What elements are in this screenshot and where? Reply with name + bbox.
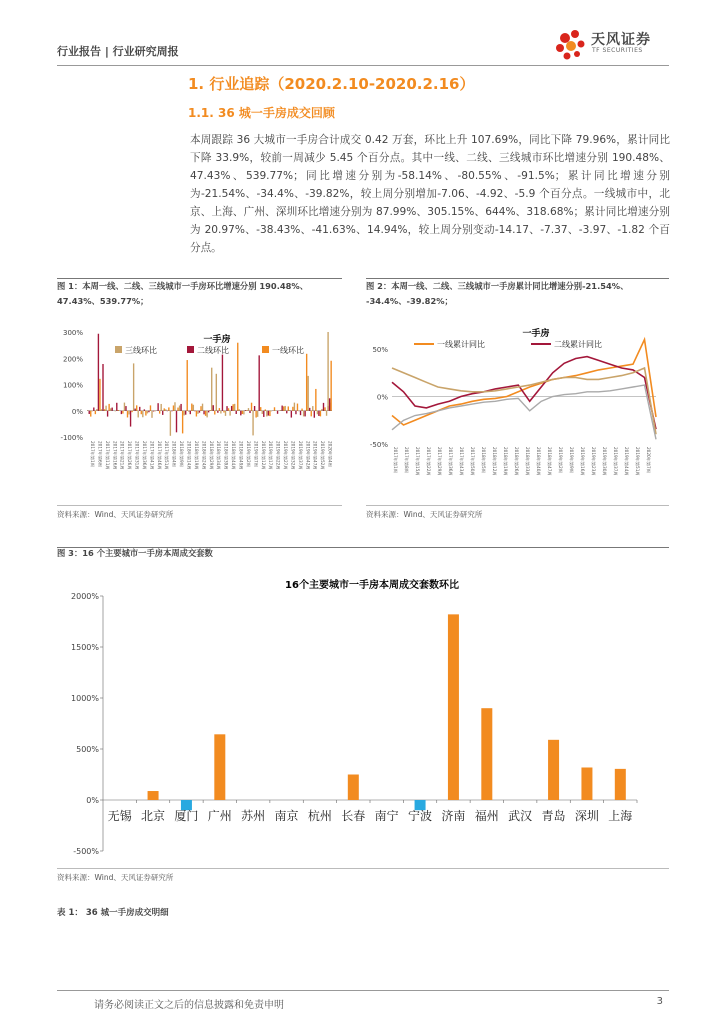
category-label: 青岛 [541, 809, 566, 823]
category-label: 福州 [474, 809, 499, 823]
weekly-bar [216, 374, 217, 411]
x-tick-label: 2019年第2周 [558, 447, 563, 473]
x-tick-label: 2019年第2周 [245, 441, 251, 467]
summary-paragraph: 本周跟踪 36 大城市一手房合计成交 0.42 万套，环比上升 107.69%，同比下降 79.96%，累计同比下降 33.9%，较前一周减少 5.45 个百分点。其中一线、二线、三线城市环比增速分别 190.48%、47.43%、539.77%；同比增速分别为-58.14%、-80.55%、-91.5%；累计同比增速分别为-21.54%、-34.4%、-39.82%，较上周分别增加-7.06、-4.92、-5.9 个百分点。一线城市中，北京、上海、广州、深圳环比增速分别为 87.99%、305.15%、644%、318.68%；累计同比增速分别为 20.97%、-38.43%、-41.63%、14.94%，较上周分别变动-14.17、-7.37、-3.97、-1.82 个百分点。 [190, 134, 670, 254]
x-tick-label: 2017年第15周 [415, 447, 420, 476]
weekly-bar [151, 411, 152, 418]
weekly-bar [197, 411, 198, 414]
x-tick-label: 2019年第16周 [580, 447, 585, 476]
weekly-bar [148, 411, 149, 412]
category-label: 深圳 [574, 809, 599, 823]
weekly-bar [285, 406, 286, 411]
x-tick-label: 2017年第1周 [393, 447, 398, 473]
weekly-bar [231, 406, 232, 411]
weekly-bar [110, 408, 111, 410]
weekly-bar [263, 411, 264, 417]
city-bar [348, 775, 359, 801]
x-tick-label: 2017年第1周 [90, 441, 95, 467]
x-tick-label: 2018年第26周 [514, 447, 519, 476]
city-bar [448, 614, 459, 800]
series-line [392, 368, 656, 434]
x-tick-label: 2019年第37周 [613, 447, 618, 476]
weekly-bar [315, 389, 316, 411]
x-tick-label: 2017年第51周 [164, 441, 170, 470]
weekly-bar [99, 379, 100, 411]
figure2-title [366, 279, 671, 309]
weekly-bar [183, 411, 184, 416]
weekly-bar [321, 409, 322, 411]
figure2-bottom-rule [366, 505, 669, 506]
category-label: 南宁 [374, 809, 399, 823]
weekly-bar [193, 405, 194, 411]
x-tick-label: 2019年第37周 [297, 441, 303, 470]
weekly-bar [260, 407, 261, 411]
weekly-bar [116, 403, 117, 411]
logo-text-cn: 天风证券 [591, 32, 651, 48]
final-week-bar [327, 332, 328, 411]
y-tick-label: 100% [62, 381, 83, 390]
x-tick-label: 2017年第50周 [470, 447, 475, 476]
weekly-bar [130, 411, 131, 427]
weekly-bar [187, 360, 188, 411]
weekly-bar [309, 408, 310, 411]
x-tick-label: 2019年第17周 [268, 441, 274, 470]
weekly-bar [93, 407, 94, 410]
weekly-bar [179, 406, 180, 411]
weekly-bar [234, 404, 235, 411]
logo-text-en: TF SECURITIES [592, 47, 643, 54]
city-bar [615, 769, 626, 800]
category-label: 北京 [141, 809, 166, 823]
subsection-heading: 1.1. 36 城一手房成交回顾 [188, 106, 335, 120]
weekly-bar [320, 411, 321, 417]
y-tick-label: 0% [86, 796, 99, 805]
x-tick-label: 2018年第40周 [536, 447, 541, 476]
x-tick-label: 2019年第23周 [591, 447, 596, 476]
figure3-source: 资料来源：Wind、天风证券研究所 [57, 873, 174, 882]
weekly-bar [139, 407, 140, 411]
y-tick-label: 200% [62, 355, 83, 364]
weekly-bar [121, 411, 122, 414]
weekly-bar [252, 411, 253, 436]
weekly-bar [251, 403, 252, 411]
weekly-bar [223, 411, 224, 413]
logo-flower-icon [551, 24, 591, 64]
figure2-title-line1: 图 2：本周一线、二线、三线城市一手房累计同比增速分别-21.54%、 [366, 281, 629, 291]
y-tick-label: 500% [76, 745, 99, 754]
weekly-bar [144, 409, 145, 410]
weekly-bar [176, 411, 177, 433]
page-number: 3 [656, 996, 663, 1007]
x-tick-label: 2017年第21周 [119, 441, 125, 470]
final-week-bar [329, 398, 330, 410]
weekly-bar [265, 409, 266, 410]
x-tick-label: 2019年第32周 [290, 441, 296, 470]
category-label: 济南 [441, 809, 466, 823]
weekly-bar [301, 409, 302, 411]
section-heading: 1. 行业追踪（2020.2.10-2020.2.16） [188, 75, 475, 93]
weekly-bar [153, 411, 154, 412]
category-label: 上海 [608, 809, 633, 823]
x-tick-label: 2020年第4周 [327, 441, 333, 467]
x-tick-label: 2019年第47周 [312, 441, 318, 470]
x-tick-label: 2017年第43周 [459, 447, 464, 476]
weekly-bar [311, 411, 312, 417]
x-tick-label: 2018年第9周 [179, 441, 185, 467]
x-tick-label: 2018年第44周 [231, 441, 237, 470]
x-tick-label: 2019年第30周 [602, 447, 607, 476]
weekly-bar [194, 411, 195, 412]
weekly-bar [104, 409, 105, 411]
weekly-bar [150, 405, 151, 410]
x-tick-label: 2017年第36周 [448, 447, 453, 476]
weekly-bar [242, 411, 243, 414]
y-tick-label: 0% [71, 407, 83, 416]
weekly-bar [277, 411, 278, 414]
x-tick-label: 2019年第27周 [283, 441, 289, 470]
weekly-bar [326, 411, 327, 416]
weekly-bar [213, 405, 214, 411]
weekly-bar [157, 403, 158, 411]
y-tick-label: -100% [60, 434, 83, 442]
figure3-bottom-rule [57, 868, 669, 869]
x-tick-label: 2017年第6周 [97, 441, 103, 467]
x-tick-label: 2019年第9周 [569, 447, 574, 473]
weekly-bar [298, 411, 299, 412]
y-tick-label: 300% [62, 329, 83, 337]
x-tick-label: 2018年第29周 [208, 441, 214, 470]
weekly-bar [138, 411, 139, 418]
weekly-bar [226, 406, 227, 411]
weekly-bar [232, 404, 233, 411]
city-bar [481, 708, 492, 800]
weekly-bar [168, 407, 169, 410]
weekly-bar [281, 406, 282, 411]
weekly-bar [219, 408, 220, 411]
weekly-bar [205, 411, 206, 416]
weekly-bar [295, 411, 296, 414]
weekly-bar [228, 408, 229, 411]
weekly-bar [191, 404, 192, 411]
weekly-bar [211, 368, 212, 411]
figure2-chart [366, 320, 669, 505]
x-tick-label: 2018年第4周 [171, 441, 177, 467]
weekly-bar [248, 408, 249, 411]
weekly-bar [125, 406, 126, 411]
x-tick-label: 2017年第29周 [437, 447, 442, 476]
weekly-bar [118, 410, 119, 411]
x-tick-label: 2017年第22周 [426, 447, 431, 476]
x-tick-label: 2019年第22周 [275, 441, 281, 470]
city-bar [548, 740, 559, 800]
weekly-bar [274, 407, 275, 410]
weekly-bar [133, 363, 134, 410]
x-tick-label: 2017年第46周 [156, 441, 162, 470]
weekly-bar [257, 411, 258, 417]
weekly-bar [294, 403, 295, 411]
weekly-bar [101, 409, 102, 411]
legend-swatch [115, 346, 122, 353]
weekly-bar [208, 411, 209, 413]
weekly-bar [102, 364, 103, 411]
weekly-bar [240, 411, 241, 416]
weekly-bar [222, 355, 223, 411]
weekly-bar [159, 411, 160, 414]
chart3-title: 16个主要城市一手房本周成交套数环比 [285, 580, 459, 591]
weekly-bar [124, 403, 125, 411]
city-mom-bar-chart [57, 570, 669, 865]
weekly-bar [269, 411, 270, 416]
x-tick-label: 2019年第7周 [253, 441, 259, 467]
weekly-bar [243, 411, 244, 415]
weekly-bar [229, 411, 230, 416]
x-tick-label: 2018年第19周 [503, 447, 508, 476]
weekly-bar [203, 411, 204, 415]
category-label: 宁波 [408, 809, 433, 823]
weekly-bar [170, 411, 171, 436]
x-tick-label: 2019年第51周 [635, 447, 640, 476]
weekly-bar [308, 376, 309, 411]
weekly-bar [147, 411, 148, 414]
x-tick-label: 2019年第12周 [260, 441, 266, 470]
weekly-bar [288, 406, 289, 410]
figure1-chart [57, 320, 347, 505]
y-tick-label: 0% [376, 393, 388, 402]
legend-label: 三线环比 [125, 346, 157, 355]
weekly-bar [199, 411, 200, 413]
weekly-bar [206, 411, 207, 418]
weekly-bar [280, 410, 281, 411]
weekly-bar [173, 405, 174, 410]
figure1-title-line1: 图 1：本周一线、二线、三线城市一手房环比增速分别 190.48%、 [57, 281, 309, 291]
x-tick-label: 2018年第39周 [223, 441, 229, 470]
x-tick-label: 2019年第52周 [320, 441, 326, 470]
weekly-bar [210, 410, 211, 411]
x-tick-label: 2018年第49周 [238, 441, 244, 470]
weekly-bar [318, 411, 319, 416]
figure3-chart [57, 570, 669, 865]
weekly-bar [164, 408, 165, 410]
x-tick-label: 2017年第8周 [404, 447, 409, 473]
weekly-bar [268, 411, 269, 416]
weekly-bar [324, 407, 325, 410]
weekly-bar [136, 405, 137, 410]
disclaimer-text: 请务必阅读正文之后的信息披露和免责申明 [94, 1000, 284, 1011]
weekly-bar [127, 411, 128, 418]
weekly-bar [131, 411, 132, 412]
weekly-bar [306, 354, 307, 411]
x-tick-label: 2018年第34周 [216, 441, 222, 470]
weekly-bar [255, 411, 256, 418]
weekly-bar [225, 411, 226, 416]
x-tick-label: 2017年第31周 [134, 441, 140, 470]
category-label: 广州 [207, 809, 232, 823]
legend-swatch [187, 346, 194, 353]
weekly-bar [154, 411, 155, 412]
figure1-title [57, 279, 347, 309]
weekly-bar [128, 411, 129, 415]
weekly-bar [134, 409, 135, 411]
weekly-bar [236, 411, 237, 414]
x-tick-label: 2018年第12周 [492, 447, 497, 476]
weekly-bar [297, 404, 298, 411]
city-bar [214, 734, 225, 800]
legend-label: 一线环比 [272, 346, 304, 355]
weekly-bar [174, 402, 175, 411]
weekly-bar [177, 408, 178, 411]
x-tick-label: 2019年第44周 [624, 447, 629, 476]
weekly-bar [162, 411, 163, 415]
x-tick-label: 2018年第47周 [547, 447, 552, 476]
legend-label: 二线累计同比 [554, 340, 602, 349]
weekly-bar [237, 343, 238, 411]
weekly-bar [283, 406, 284, 410]
weekly-bar [108, 404, 109, 411]
x-tick-label: 2017年第11周 [104, 441, 110, 470]
weekly-bar [323, 403, 324, 411]
weekly-bar [200, 406, 201, 411]
category-label: 武汉 [508, 809, 533, 823]
weekly-bar [185, 411, 186, 415]
weekly-bar [304, 411, 305, 417]
weekly-bar [220, 411, 221, 414]
weekly-bar [89, 411, 90, 414]
x-tick-label: 2019年第42周 [305, 441, 311, 470]
category-label: 长春 [341, 809, 366, 823]
weekly-bar [145, 411, 146, 416]
weekly-bar [312, 406, 313, 411]
weekly-bar [87, 410, 88, 411]
category-label: 无锡 [107, 809, 132, 823]
y-tick-label: 1000% [71, 694, 99, 703]
weekly-bar [314, 411, 315, 418]
weekly-bar [239, 409, 240, 410]
x-tick-label: 2020年第7周 [646, 447, 651, 473]
weekly-bar [246, 410, 247, 411]
weekly-bar [217, 411, 218, 413]
weekly-bar [254, 406, 255, 411]
legend-label: 一线累计同比 [437, 340, 485, 349]
y-tick-label: 1500% [71, 643, 99, 652]
final-week-bar [330, 361, 331, 411]
x-tick-label: 2018年第5周 [481, 447, 486, 473]
x-tick-label: 2017年第16周 [112, 441, 118, 470]
weekly-bar [96, 409, 97, 411]
weekly-bar [202, 404, 203, 411]
weekly-bar [300, 411, 301, 415]
weekly-bar [105, 406, 106, 411]
city-bar [148, 791, 159, 800]
weekly-bar [112, 408, 113, 411]
weekly-bar [317, 411, 318, 415]
category-label: 苏州 [241, 809, 266, 823]
y-tick-label: 50% [372, 346, 388, 354]
weekly-bar [291, 411, 292, 418]
page-footer [57, 990, 669, 1011]
weekly-bar [266, 411, 267, 417]
figure2-title-line2: -34.4%、-39.82%； [366, 296, 453, 306]
y-tick-label: 2000% [71, 592, 99, 601]
weekly-bar [249, 411, 250, 413]
weekly-bar [115, 411, 116, 412]
x-tick-label: 2017年第36周 [141, 441, 147, 470]
y-tick-label: -50% [369, 441, 388, 449]
weekly-bar [165, 409, 166, 410]
report-category: 行业报告 | 行业研究周报 [57, 45, 179, 58]
weekly-bar [292, 407, 293, 411]
weekly-bar [171, 411, 172, 412]
weekly-bar [141, 411, 142, 414]
category-label: 南京 [274, 809, 299, 823]
figure1-source: 资料来源：Wind、天风证券研究所 [57, 510, 174, 519]
table1-title: 表 1： 36 城一手房成交明细 [57, 908, 169, 918]
city-bar [581, 767, 592, 800]
weekly-bar [196, 411, 197, 417]
weekly-bar [286, 411, 287, 414]
weekly-bar [190, 411, 191, 414]
x-tick-label: 2017年第41周 [149, 441, 155, 470]
weekly-bar [289, 410, 290, 411]
x-tick-label: 2018年第19周 [193, 441, 199, 470]
weekly-bar [98, 334, 99, 411]
weekly-bar [271, 411, 272, 412]
figure2-source: 资料来源：Wind、天风证券研究所 [366, 510, 483, 519]
page-header [57, 32, 669, 66]
weekly-bar [214, 411, 215, 415]
weekly-bar [182, 411, 183, 434]
x-tick-label: 2018年第14周 [186, 441, 192, 470]
legend-swatch [262, 346, 269, 353]
weekly-bar [245, 410, 246, 411]
weekly-bar [188, 411, 189, 412]
weekly-bar [161, 404, 162, 411]
chart2-title: 一手房 [522, 329, 550, 339]
weekly-bar [262, 411, 263, 414]
weekly-mom-bar-chart [57, 320, 347, 505]
legend-label: 二线环比 [197, 346, 229, 355]
weekly-bar [107, 411, 108, 417]
weekly-bar [180, 404, 181, 411]
figure1-bottom-rule [57, 505, 342, 506]
weekly-bar [122, 411, 123, 414]
x-tick-label: 2018年第33周 [525, 447, 530, 476]
figure3-title: 图 3：16 个主要城市一手房本周成交套数 [57, 548, 213, 558]
x-tick-label: 2017年第26周 [127, 441, 133, 470]
category-label: 杭州 [307, 809, 332, 823]
cumulative-yoy-line-chart [366, 320, 669, 505]
weekly-bar [95, 411, 96, 414]
figure1-title-line2: 47.43%、539.77%； [57, 296, 149, 306]
weekly-bar [142, 411, 143, 417]
weekly-bar [303, 411, 304, 417]
weekly-bar [92, 411, 93, 412]
category-label: 厦门 [174, 809, 199, 823]
chart1-title: 一手房 [203, 335, 231, 345]
weekly-bar [259, 355, 260, 410]
x-tick-label: 2018年第24周 [201, 441, 207, 470]
company-logo [551, 24, 669, 64]
weekly-bar [90, 411, 91, 417]
y-tick-label: -500% [73, 847, 99, 856]
